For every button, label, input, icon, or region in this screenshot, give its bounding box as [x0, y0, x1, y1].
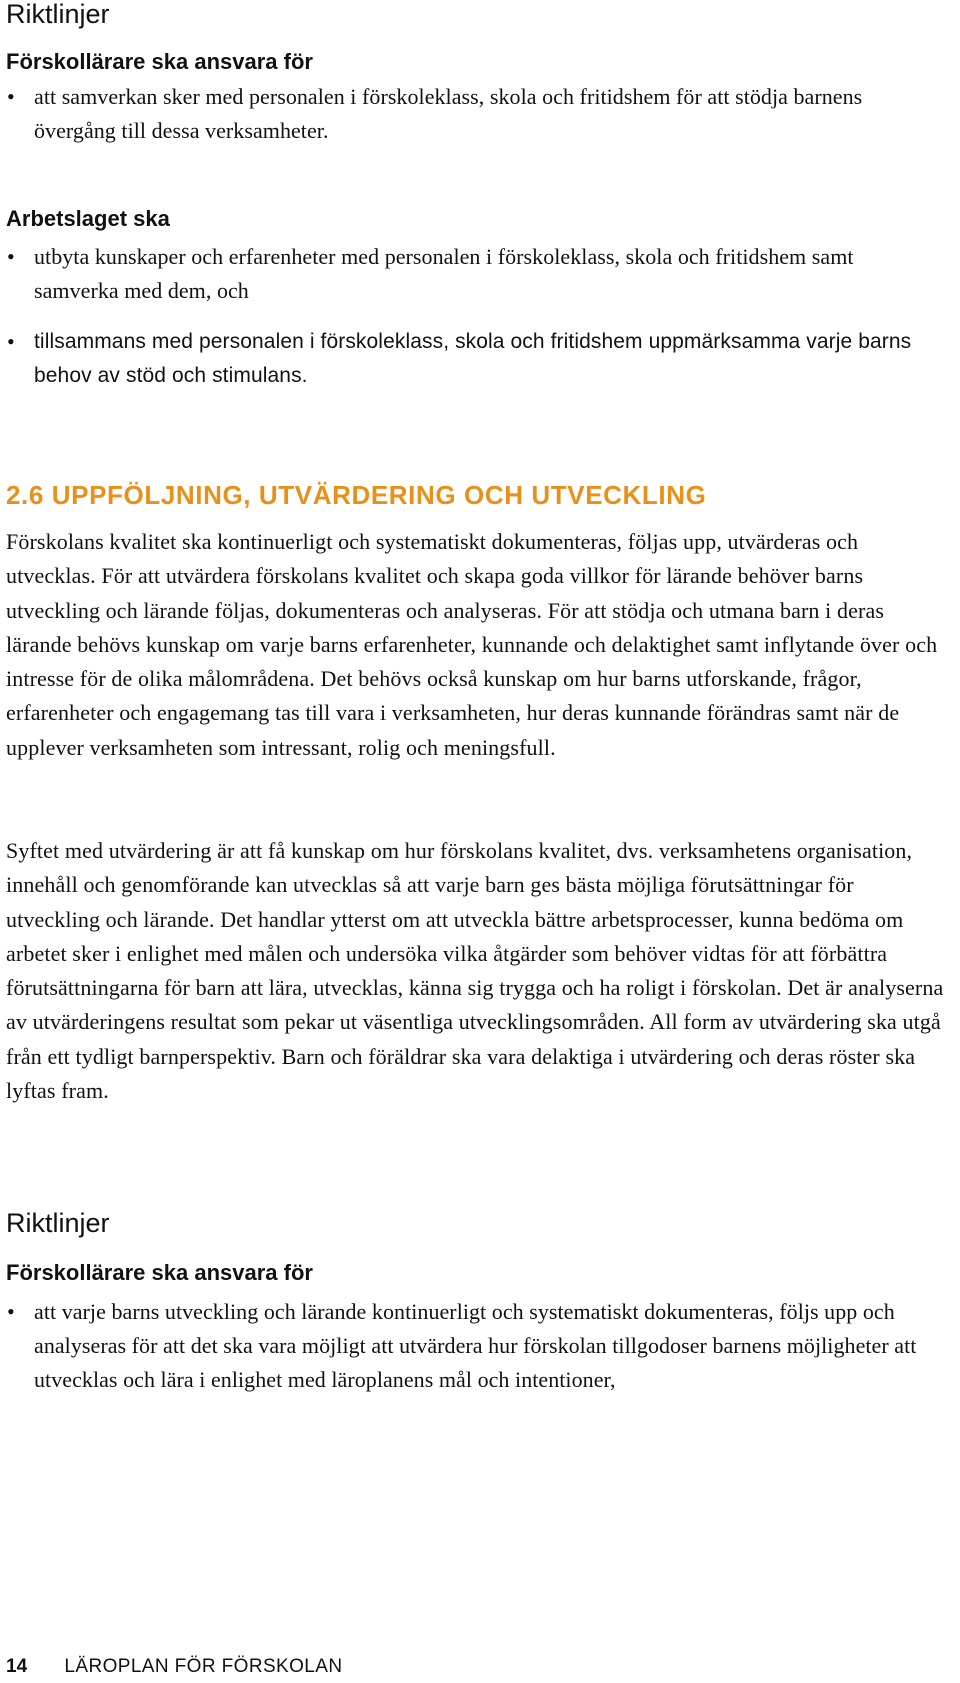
bullet-list-3 [0, 1295, 960, 1412]
riktlinjer-heading-2: Riktlinjer [6, 1208, 110, 1238]
riktlinjer-heading-1: Riktlinjer [6, 0, 110, 29]
section-paragraph-1: Förskolans kvalitet ska kontinuerligt och systematiskt dokumenteras, följas upp, utvärderas och utvecklas. För att utvärdera förskolans kvalitet och skapa goda villkor för lärande behöver barns utveckling och lärande följas, dokumenteras och analyseras. För att stödja och utmana barn i deras lärande behövs kunskap om varje barns erfarenheter, kunnande och delaktighet samt inflytande över och intresse för de olika målområdena. Det behövs också kunskap om hur barns utforskande, frågor, erfarenheter och engagemang tas till vara i verksamheten, hur deras kunnande förändras samt när de upplever verksamheten som intressant, rolig och meningsfull. [6, 529, 938, 760]
list-item-text: att samverkan sker med personalen i förskoleklass, skola och fritidshem för att stödja barnens övergång till dessa verksamheter. [34, 84, 863, 143]
bullet-list-2 [0, 240, 960, 408]
list-item [0, 1295, 960, 1397]
subheading-forskollarare-1: Förskollärare ska ansvara för [6, 49, 313, 74]
bullet-icon: • [7, 329, 15, 354]
section-heading: 2.6 UPPFÖLJNING, UTVÄRDERING OCH UTVECKLING [6, 480, 707, 510]
list-item [0, 325, 960, 393]
page-number: 14 [6, 1656, 28, 1677]
bullet-icon: • [7, 1299, 15, 1324]
list-item-text: tillsammans med personalen i förskoleklass, skola och fritidshem uppmärksamma varje barns behov av stöd och stimulans. [34, 330, 912, 387]
list-item-text: utbyta kunskaper och erfarenheter med personalen i förskoleklass, skola och fritidshem samt samverka med dem, och [34, 244, 854, 303]
list-item-text: att varje barns utveckling och lärande kontinuerligt och systematiskt dokumenteras, följs upp och analyseras för att det ska vara möjligt att utvärdera hur förskolan tillgodoser barnens möjligheter att utvecklas och lära i enlighet med läroplanens mål och intentioner, [34, 1299, 917, 1392]
subheading-forskollarare-2: Förskollärare ska ansvara för [6, 1260, 313, 1285]
list-item [0, 240, 960, 308]
subheading-arbetslaget: Arbetslaget ska [6, 206, 170, 231]
list-item [0, 80, 960, 148]
page-footer [6, 1655, 342, 1679]
bullet-icon: • [7, 244, 15, 269]
bullet-icon: • [7, 84, 15, 109]
bullet-list-1 [0, 80, 960, 163]
section-paragraph-2: Syftet med utvärdering är att få kunskap om hur förskolans kvalitet, dvs. verksamhetens organisation, innehåll och genomförande kan utvecklas så att varje barn ges bästa möjliga förutsättningar för utveckling och lärande. Det handlar ytterst om att utveckla bättre arbetsprocesser, kunna bedöma om arbetet sker i enlighet med målen och undersöka vilka åtgärder som behöver vidtas för att förbättra förutsättningarna för barn att lära, utvecklas, känna sig trygga och ha roligt i förskolan. Det är analyserna av utvärderingens resultat som pekar ut väsentliga utvecklingsområden. All form av utvärdering ska utgå från ett tydligt barnperspektiv. Barn och föräldrar ska vara delaktiga i utvärdering och deras röster ska lyftas fram. [6, 838, 944, 1104]
footer-title: LÄROPLAN FÖR FÖRSKOLAN [64, 1656, 343, 1677]
